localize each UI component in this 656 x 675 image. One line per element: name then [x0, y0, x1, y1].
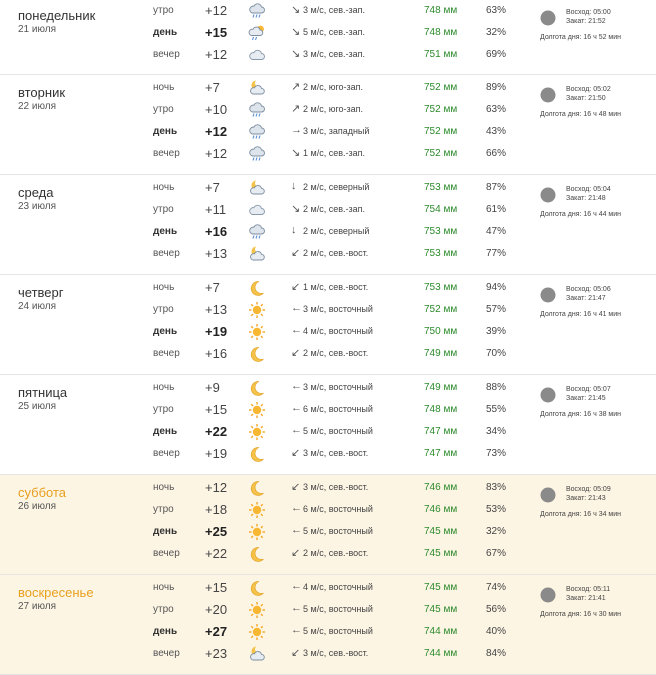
time-of-day: день — [153, 326, 178, 337]
humidity: 55% — [486, 404, 507, 415]
day-date: 22 июля — [18, 101, 57, 112]
humidity: 77% — [486, 248, 507, 259]
day-block — [0, 475, 656, 575]
time-of-day: ночь — [153, 182, 175, 193]
time-of-day: утро — [153, 204, 174, 215]
humidity: 40% — [486, 626, 507, 637]
wind-info: 5 м/с, восточный — [303, 426, 373, 436]
time-of-day: вечер — [153, 248, 180, 259]
sun-icon — [248, 401, 266, 419]
humidity: 67% — [486, 548, 507, 559]
wind-info: 5 м/с, сев.-зап. — [303, 27, 365, 37]
day-name: среда — [18, 185, 54, 200]
wind-info: 4 м/с, восточный — [303, 582, 373, 592]
time-of-day: вечер — [153, 548, 180, 559]
wind-direction-icon: ← — [291, 302, 302, 314]
time-of-day: утро — [153, 104, 174, 115]
sunset-time: Закат: 21:45 — [566, 395, 606, 402]
time-of-day: вечер — [153, 49, 180, 60]
pressure: 747 мм — [424, 426, 458, 437]
pressure: 751 мм — [424, 49, 458, 60]
temperature: +7 — [205, 180, 220, 195]
wind-direction-icon: ↓ — [291, 224, 297, 236]
moon-icon — [248, 379, 266, 397]
wind-info: 3 м/с, сев.-вост. — [303, 482, 369, 492]
time-of-day: утро — [153, 604, 174, 615]
pressure: 745 мм — [424, 548, 458, 559]
day-date: 24 июля — [18, 301, 57, 312]
wind-direction-icon: ← — [291, 380, 302, 392]
pressure: 753 мм — [424, 182, 458, 193]
wind-direction-icon: ← — [291, 602, 302, 614]
moon-icon — [248, 545, 266, 563]
forecast-row — [0, 299, 656, 321]
wind-info: 4 м/с, восточный — [303, 326, 373, 336]
temperature: +15 — [205, 402, 228, 417]
day-length: Долгота дня: 16 ч 48 мин — [540, 111, 622, 118]
forecast-row — [0, 477, 656, 499]
moon-icon — [248, 345, 266, 363]
day-date: 25 июля — [18, 401, 57, 412]
wind-direction-icon: ↗ — [291, 103, 301, 115]
wind-info: 3 м/с, сев.-зап. — [303, 5, 365, 15]
humidity: 56% — [486, 604, 507, 615]
humidity: 88% — [486, 382, 507, 393]
day-name: воскресенье — [18, 585, 94, 600]
humidity: 84% — [486, 648, 507, 659]
moon-icon — [248, 279, 266, 297]
humidity: 63% — [486, 5, 507, 16]
forecast-row — [0, 177, 656, 199]
cloud-rain-icon — [248, 123, 266, 141]
temperature: +13 — [205, 302, 228, 317]
time-of-day: ночь — [153, 82, 175, 93]
cloud-icon — [248, 46, 266, 64]
humidity: 57% — [486, 304, 507, 315]
day-length: Долгота дня: 16 ч 44 мин — [540, 211, 622, 218]
forecast-row — [0, 77, 656, 99]
pressure: 745 мм — [424, 582, 458, 593]
temperature: +11 — [205, 202, 227, 217]
sun-icon — [248, 323, 266, 341]
wind-direction-icon: ↙ — [291, 281, 301, 293]
wind-info: 3 м/с, сев.-вост. — [303, 648, 369, 658]
time-of-day: вечер — [153, 448, 180, 459]
time-of-day: ночь — [153, 582, 175, 593]
moon-icon — [248, 579, 266, 597]
day-date: 26 июля — [18, 501, 57, 512]
day-block — [0, 575, 656, 675]
moon-icon — [248, 479, 266, 497]
forecast-row — [0, 443, 656, 465]
wind-info: 6 м/с, восточный — [303, 504, 373, 514]
time-of-day: ночь — [153, 482, 175, 493]
temperature: +15 — [205, 25, 228, 40]
moon-cloud-icon — [248, 79, 266, 97]
pressure: 747 мм — [424, 448, 458, 459]
time-of-day: день — [153, 526, 178, 537]
wind-direction-icon: ↙ — [291, 547, 301, 559]
wind-info: 3 м/с, восточный — [303, 382, 373, 392]
sunset-time: Закат: 21:43 — [566, 495, 606, 502]
pressure: 746 мм — [424, 504, 458, 515]
day-name: четверг — [18, 285, 64, 300]
sun-icon — [248, 423, 266, 441]
pressure: 745 мм — [424, 604, 458, 615]
forecast-row — [0, 499, 656, 521]
moon-cloud-icon — [248, 179, 266, 197]
humidity: 66% — [486, 148, 507, 159]
wind-info: 2 м/с, сев.-вост. — [303, 248, 369, 258]
forecast-row — [0, 44, 656, 66]
time-of-day: вечер — [153, 148, 180, 159]
humidity: 74% — [486, 582, 507, 593]
forecast-row — [0, 421, 656, 443]
pressure: 752 мм — [424, 126, 458, 137]
humidity: 94% — [486, 282, 507, 293]
day-name: пятница — [18, 385, 68, 400]
temperature: +22 — [205, 546, 228, 561]
humidity: 89% — [486, 82, 507, 93]
sunset-time: Закат: 21:50 — [566, 95, 606, 102]
day-length: Долгота дня: 16 ч 34 мин — [540, 511, 622, 518]
day-name: суббота — [18, 485, 67, 500]
pressure: 744 мм — [424, 648, 458, 659]
pressure: 754 мм — [424, 204, 458, 215]
sunrise-time: Восход: 05:11 — [566, 586, 611, 593]
wind-info: 2 м/с, юго-зап. — [303, 104, 364, 114]
sun-icon — [248, 301, 266, 319]
humidity: 32% — [486, 526, 507, 537]
temperature: +7 — [205, 80, 220, 95]
wind-direction-icon: → — [291, 124, 302, 136]
wind-direction-icon: ↘ — [291, 203, 301, 215]
wind-direction-icon: ↙ — [291, 347, 301, 359]
cloud-rain-icon — [248, 2, 266, 20]
moon-cloud-icon — [248, 245, 266, 263]
wind-info: 6 м/с, восточный — [303, 404, 373, 414]
sunrise-time: Восход: 05:00 — [566, 9, 611, 16]
forecast-row — [0, 99, 656, 121]
humidity: 53% — [486, 504, 507, 515]
day-name: вторник — [18, 85, 66, 100]
temperature: +27 — [205, 624, 228, 639]
forecast-row — [0, 221, 656, 243]
temperature: +19 — [205, 324, 228, 339]
cloud-rain-icon — [248, 101, 266, 119]
wind-direction-icon: ← — [291, 580, 302, 592]
day-date: 23 июля — [18, 201, 57, 212]
pressure: 753 мм — [424, 282, 458, 293]
sunset-time: Закат: 21:48 — [566, 195, 606, 202]
pressure: 750 мм — [424, 326, 458, 337]
wind-info: 5 м/с, восточный — [303, 526, 373, 536]
sun-icon — [248, 501, 266, 519]
humidity: 61% — [486, 204, 507, 215]
wind-direction-icon: ↙ — [291, 481, 301, 493]
humidity: 34% — [486, 426, 507, 437]
wind-info: 2 м/с, сев.-вост. — [303, 548, 369, 558]
humidity: 47% — [486, 226, 507, 237]
forecast-row — [0, 199, 656, 221]
forecast-row — [0, 277, 656, 299]
sun-icon — [248, 601, 266, 619]
pressure: 748 мм — [424, 5, 458, 16]
pressure: 753 мм — [424, 226, 458, 237]
day-block — [0, 275, 656, 375]
humidity: 70% — [486, 348, 507, 359]
temperature: +25 — [205, 524, 228, 539]
temperature: +9 — [205, 380, 220, 395]
forecast-row — [0, 599, 656, 621]
wind-direction-icon: ↘ — [291, 48, 301, 60]
wind-direction-icon: ↘ — [291, 26, 301, 38]
pressure: 752 мм — [424, 104, 458, 115]
pressure: 744 мм — [424, 626, 458, 637]
wind-info: 3 м/с, восточный — [303, 304, 373, 314]
wind-direction-icon: ↓ — [291, 180, 297, 192]
time-of-day: день — [153, 226, 178, 237]
forecast-row — [0, 0, 656, 22]
wind-info: 3 м/с, западный — [303, 126, 370, 136]
time-of-day: утро — [153, 304, 174, 315]
humidity: 87% — [486, 182, 507, 193]
wind-info: 2 м/с, северный — [303, 182, 370, 192]
pressure: 752 мм — [424, 148, 458, 159]
temperature: +13 — [205, 246, 228, 261]
time-of-day: утро — [153, 5, 174, 16]
sunrise-time: Восход: 05:06 — [566, 286, 611, 293]
time-of-day: день — [153, 626, 178, 637]
day-length: Долгота дня: 16 ч 41 мин — [540, 311, 622, 318]
sunrise-time: Восход: 05:07 — [566, 386, 611, 393]
pressure: 748 мм — [424, 404, 458, 415]
day-date: 21 июля — [18, 24, 57, 35]
time-of-day: ночь — [153, 282, 175, 293]
temperature: +16 — [205, 346, 228, 361]
wind-direction-icon: ← — [291, 502, 302, 514]
temperature: +19 — [205, 446, 228, 461]
temperature: +12 — [205, 3, 228, 18]
sunrise-time: Восход: 05:02 — [566, 86, 611, 93]
forecast-row — [0, 577, 656, 599]
time-of-day: утро — [153, 504, 174, 515]
time-of-day: вечер — [153, 348, 180, 359]
forecast-row — [0, 543, 656, 565]
wind-direction-icon: ↗ — [291, 81, 301, 93]
sunset-time: Закат: 21:47 — [566, 295, 606, 302]
wind-info: 2 м/с, юго-зап. — [303, 82, 364, 92]
day-name: понедельник — [18, 8, 96, 23]
sun-icon — [248, 623, 266, 641]
cloud-rain-icon — [248, 223, 266, 241]
moon-cloud-icon — [248, 645, 266, 663]
day-block — [0, 175, 656, 275]
sunset-time: Закат: 21:52 — [566, 18, 606, 25]
forecast-row — [0, 643, 656, 665]
forecast-row — [0, 22, 656, 44]
time-of-day: вечер — [153, 648, 180, 659]
wind-info: 1 м/с, сев.-вост. — [303, 282, 369, 292]
cloud-icon — [248, 201, 266, 219]
wind-direction-icon: ↙ — [291, 447, 301, 459]
temperature: +12 — [205, 480, 228, 495]
pressure: 749 мм — [424, 382, 458, 393]
wind-direction-icon: ↙ — [291, 247, 301, 259]
wind-info: 2 м/с, сев.-вост. — [303, 348, 369, 358]
temperature: +20 — [205, 602, 228, 617]
temperature: +12 — [205, 146, 228, 161]
forecast-row — [0, 321, 656, 343]
wind-direction-icon: ↘ — [291, 4, 301, 16]
temperature: +7 — [205, 280, 220, 295]
temperature: +16 — [205, 224, 228, 239]
time-of-day: день — [153, 126, 178, 137]
sunrise-time: Восход: 05:09 — [566, 486, 611, 493]
wind-info: 2 м/с, сев.-зап. — [303, 204, 365, 214]
humidity: 69% — [486, 49, 507, 60]
temperature: +18 — [205, 502, 228, 517]
wind-direction-icon: ← — [291, 424, 302, 436]
wind-info: 3 м/с, сев.-вост. — [303, 448, 369, 458]
day-block — [0, 75, 656, 175]
wind-info: 1 м/с, сев.-зап. — [303, 148, 365, 158]
day-block — [0, 0, 656, 75]
wind-direction-icon: ← — [291, 324, 302, 336]
forecast-row — [0, 243, 656, 265]
day-length: Долгота дня: 16 ч 52 мин — [540, 34, 622, 41]
humidity: 83% — [486, 482, 507, 493]
forecast-row — [0, 521, 656, 543]
humidity: 32% — [486, 27, 507, 38]
cloud-rain-icon — [248, 145, 266, 163]
day-date: 27 июля — [18, 601, 57, 612]
temperature: +22 — [205, 424, 228, 439]
wind-info: 5 м/с, восточный — [303, 626, 373, 636]
pressure: 752 мм — [424, 304, 458, 315]
forecast-row — [0, 343, 656, 365]
humidity: 63% — [486, 104, 507, 115]
time-of-day: день — [153, 27, 178, 38]
temperature: +12 — [205, 124, 228, 139]
wind-direction-icon: ← — [291, 624, 302, 636]
time-of-day: утро — [153, 404, 174, 415]
temperature: +23 — [205, 646, 228, 661]
sunrise-time: Восход: 05:04 — [566, 186, 611, 193]
wind-direction-icon: ← — [291, 524, 302, 536]
temperature: +10 — [205, 102, 228, 117]
wind-info: 2 м/с, северный — [303, 226, 370, 236]
sunset-time: Закат: 21:41 — [566, 595, 606, 602]
time-of-day: день — [153, 426, 178, 437]
forecast-row — [0, 121, 656, 143]
day-length: Долгота дня: 16 ч 30 мин — [540, 611, 622, 618]
sun-icon — [248, 523, 266, 541]
wind-direction-icon: ↙ — [291, 647, 301, 659]
humidity: 43% — [486, 126, 507, 137]
forecast-row — [0, 399, 656, 421]
pressure: 746 мм — [424, 482, 458, 493]
temperature: +15 — [205, 580, 228, 595]
pressure: 749 мм — [424, 348, 458, 359]
pressure: 748 мм — [424, 27, 458, 38]
wind-direction-icon: ← — [291, 402, 302, 414]
sun-cloud-rain-icon — [248, 24, 266, 42]
wind-direction-icon: ↘ — [291, 147, 301, 159]
forecast-row — [0, 377, 656, 399]
day-block — [0, 375, 656, 475]
moon-icon — [248, 445, 266, 463]
forecast-row — [0, 621, 656, 643]
pressure: 752 мм — [424, 82, 458, 93]
wind-info: 3 м/с, сев.-зап. — [303, 49, 365, 59]
humidity: 39% — [486, 326, 507, 337]
pressure: 753 мм — [424, 248, 458, 259]
humidity: 73% — [486, 448, 507, 459]
pressure: 745 мм — [424, 526, 458, 537]
day-length: Долгота дня: 16 ч 38 мин — [540, 411, 622, 418]
forecast-row — [0, 143, 656, 165]
time-of-day: ночь — [153, 382, 175, 393]
temperature: +12 — [205, 47, 228, 62]
wind-info: 5 м/с, восточный — [303, 604, 373, 614]
